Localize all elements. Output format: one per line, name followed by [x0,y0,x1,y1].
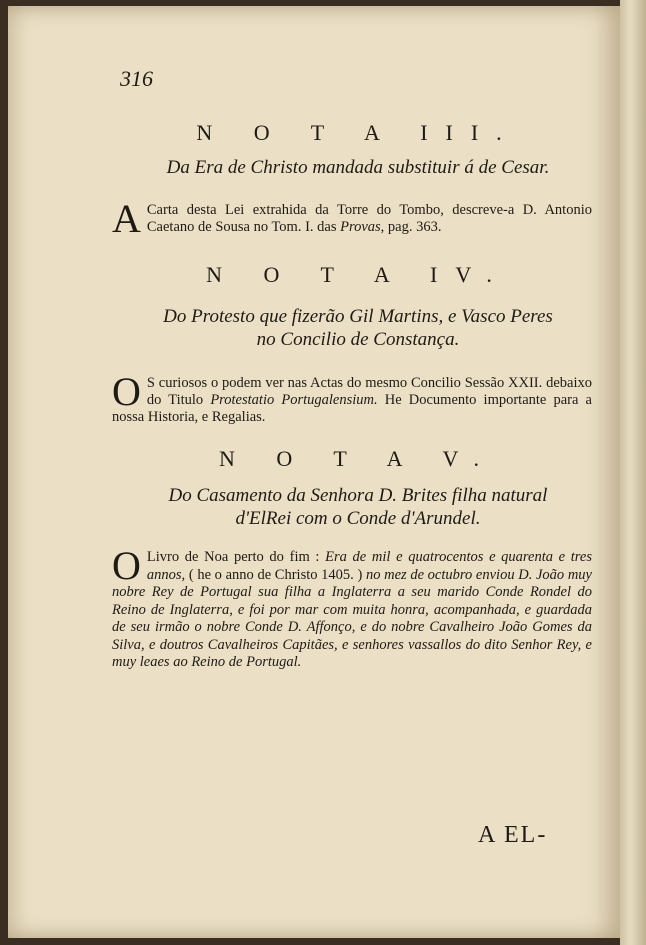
drop-cap: O [112,543,141,588]
paragraph-nota-v [112,543,592,672]
subtitle-line: d'ElRei com o Conde d'Arundel. [235,508,481,529]
subtitle-line: Do Casamento da Senhora D. Brites filha natural [168,485,548,506]
paragraph-nota-iii [112,196,592,241]
subtitle-line: no Concilio de Constança. [256,329,460,350]
next-page-edge [620,0,646,945]
paragraph-italic: no mez de octubro enviou D. João muy nobre Rey de Portugal sua filha a Inglaterra a seu marido Conde Rondel do Reino de Inglaterra, e foi por mar com muita honra, acompanhada, e guardada de seu irmão o nobre Conde D. Affonço, e do nobre Cavalheiro João Gomes da Silva, e doutros Cavalheiros Capitães, e senhores vassallos do dito Senhor Rey, e muy leaes ao Reino de Portugal. [112,566,592,670]
book-page [8,6,620,938]
drop-cap: A [112,196,141,241]
paragraph-italic: Era de mil e quatrocentos e quarenta e tres annos, [146,549,592,583]
page-number: 316 [120,66,153,91]
paragraph-text: He Documento importante para a nossa Historia, e Regalias. [112,392,592,425]
section-heading-nota-iii: N O T A III. [196,120,520,145]
paragraph-nota-iv [112,369,592,426]
drop-cap: O [112,369,141,414]
subtitle-line: Da Era de Christo mandada substituir á de Cesar. [166,157,550,178]
section-heading-nota-iv: N O T A IV. [206,262,510,287]
paragraph-italic: Protestatio Portugalensium. [210,392,378,408]
paragraph-text: ( he o anno de Christo 1405. ) [185,566,366,583]
paragraph-text: Carta desta Lei extrahida da Torre do Tombo, descreve-a D. Antonio Caetano de Sousa no Tom. I. das [146,202,592,235]
section-subtitle-nota-iii [108,156,608,179]
paragraph-text: S curiosos o podem ver nas Actas do mesmo Concilio Sessão XXII. debaixo do Titulo [146,375,592,408]
paragraph-text: Livro de Noa perto do fim : [146,549,326,565]
subtitle-line: Do Protesto que fizerão Gil Martins, e Vasco Peres [163,306,553,327]
paragraph-text: , pag. 363. [380,219,442,235]
section-heading-nota-v: N O T A V. [218,446,498,471]
paragraph-italic: Provas [340,219,381,235]
section-subtitle-nota-v [108,484,608,530]
section-subtitle-nota-iv [108,305,608,351]
catchword: A EL- [478,822,548,848]
